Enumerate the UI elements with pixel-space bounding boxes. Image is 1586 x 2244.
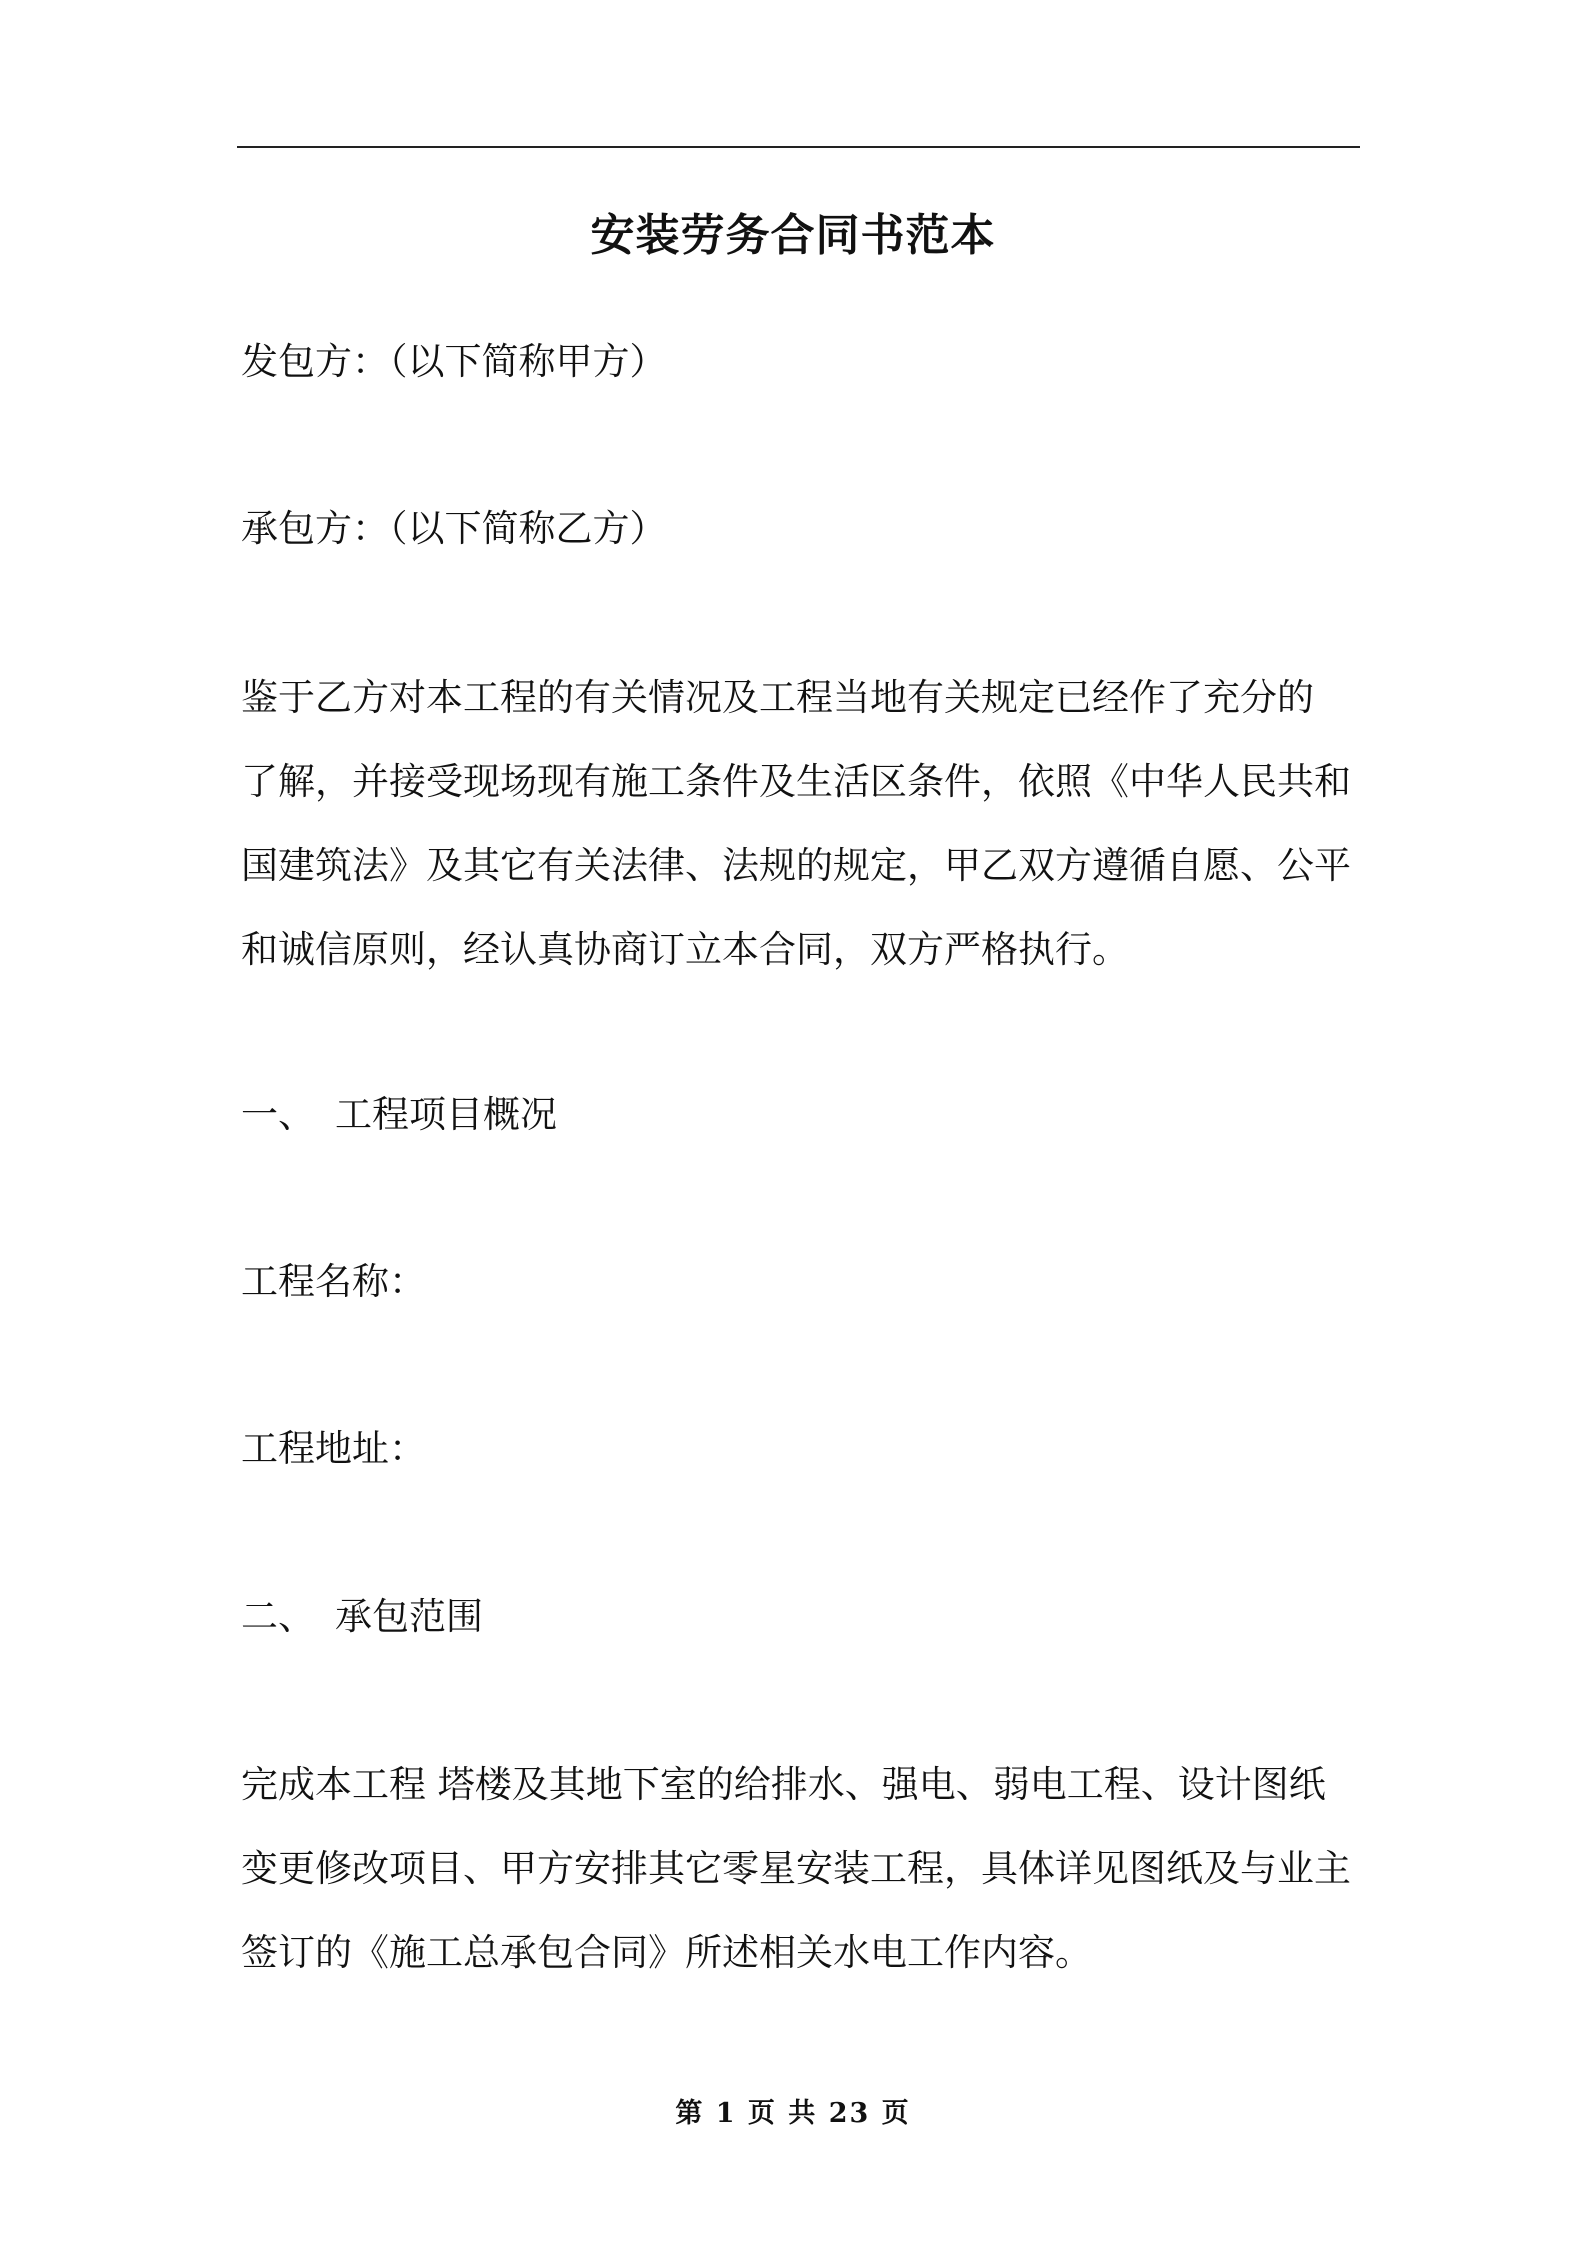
section-2-number: 二、 (241, 1595, 315, 1638)
document-title: 安装劳务合同书范本 (590, 210, 996, 261)
preamble-line: 和诚信原则，经认真协商订立本合同，双方严格执行。 (241, 928, 1129, 971)
preamble-line: 了解，并接受现场现有施工条件及生活区条件，依照《中华人民共和 (241, 760, 1351, 803)
project-address-label: 工程地址： (241, 1427, 426, 1470)
party-a-line: 发包方：（以下简称甲方） (241, 340, 667, 383)
page-number-footer: 第 1 页 共 23 页 (675, 2098, 911, 2129)
preamble-line: 国建筑法》及其它有关法律、法规的规定，甲乙双方遵循自愿、公平 (241, 844, 1351, 887)
project-name-label: 工程名称： (241, 1260, 426, 1303)
preamble-line: 鉴于乙方对本工程的有关情况及工程当地有关规定已经作了充分的 (241, 676, 1314, 719)
header-rule (237, 146, 1360, 148)
section-2-heading (241, 1592, 483, 1642)
party-b-line: 承包方：（以下简称乙方） (241, 507, 667, 550)
section-1-number: 一、 (241, 1093, 315, 1136)
scope-line: 完成本工程 塔楼及其地下室的给排水、强电、弱电工程、设计图纸 (241, 1763, 1326, 1806)
scope-line: 变更修改项目、甲方安排其它零星安装工程，具体详见图纸及与业主 (241, 1847, 1351, 1890)
scope-paragraph (241, 1743, 1361, 1995)
preamble-paragraph (241, 656, 1361, 992)
section-1-heading (241, 1090, 557, 1140)
section-1-title: 工程项目概况 (335, 1093, 557, 1136)
scope-line: 签订的《施工总承包合同》所述相关水电工作内容。 (241, 1931, 1092, 1974)
section-2-title: 承包范围 (335, 1595, 483, 1638)
